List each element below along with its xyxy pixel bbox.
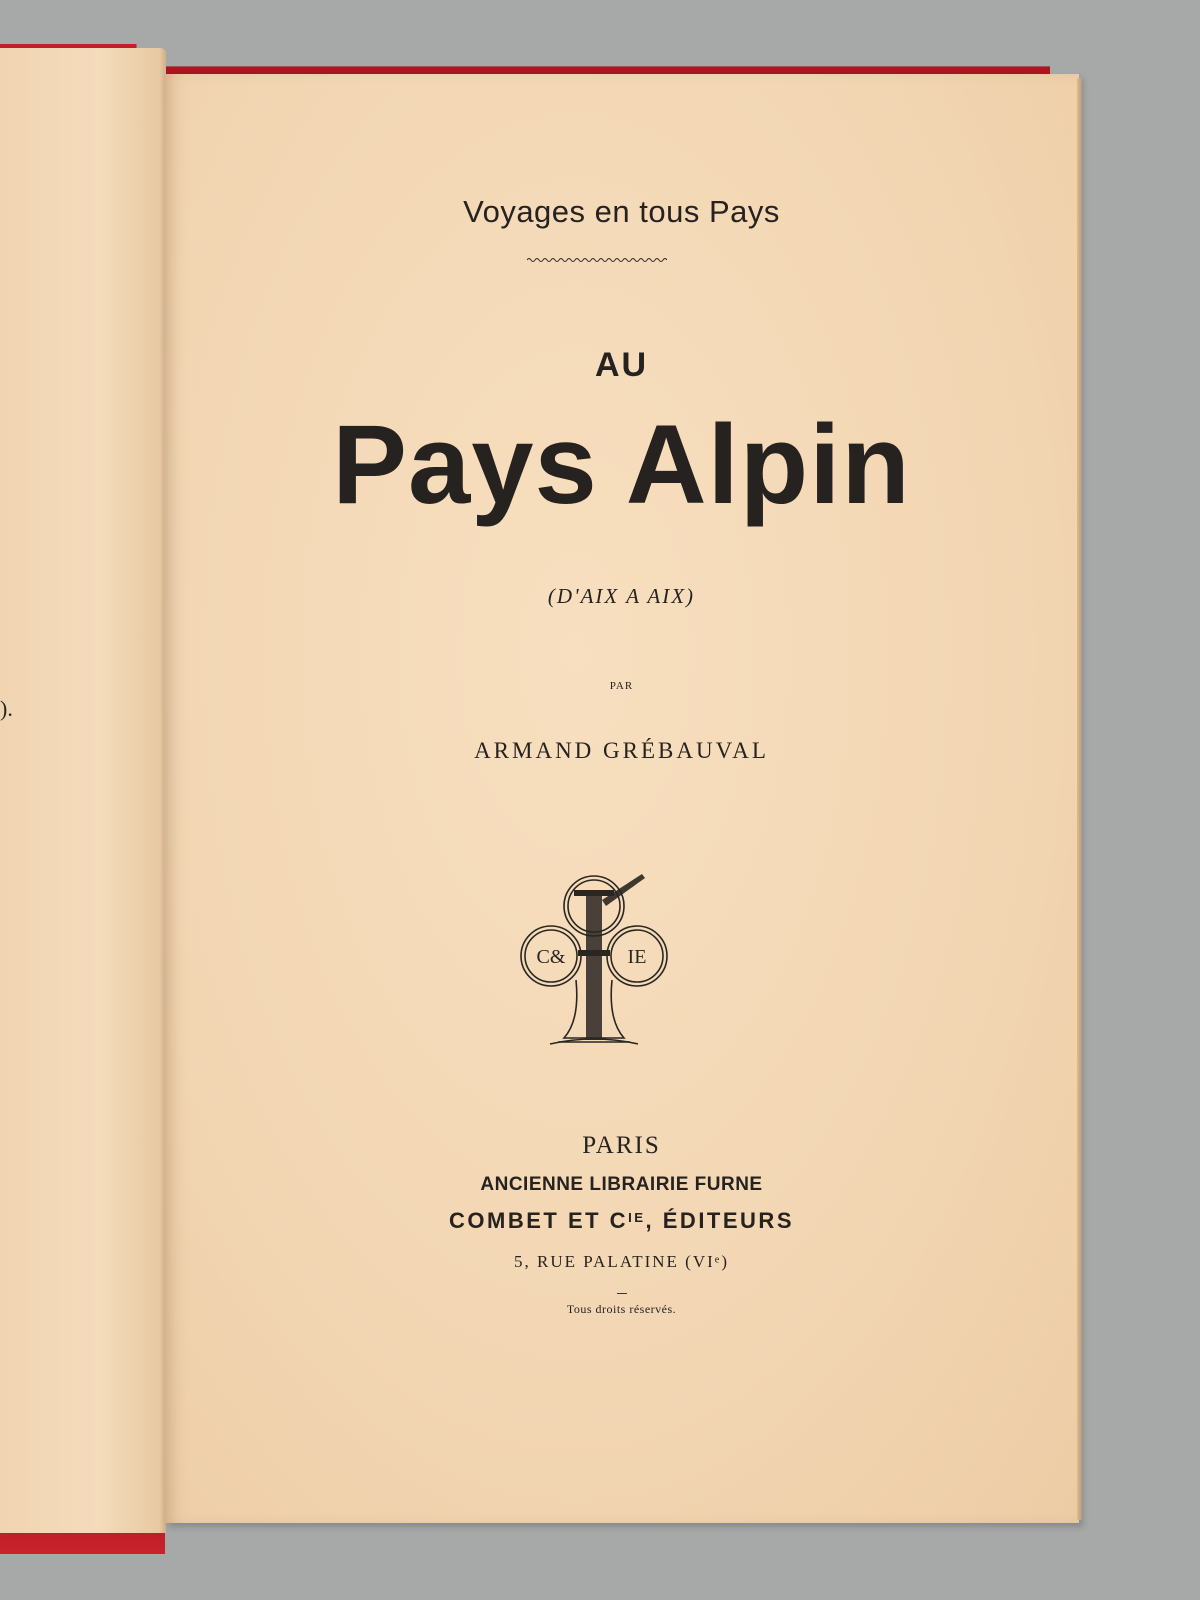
logo-letters-right: IE [627,946,647,968]
imprint-bookshop: ANCIENNE LIBRAIRIE FURNE [480,1174,763,1195]
page-title: Pays Alpin [332,402,911,527]
imprint-address [164,1252,1079,1272]
author-name: ARMAND GRÉBAUVAL [474,738,769,763]
address-superscript: e [714,1254,722,1266]
address-main: 5, RUE PALATINE (VI [514,1252,715,1271]
address-close: ) [721,1252,729,1271]
publisher-rest: , ÉDITEURS [645,1208,794,1233]
subtitle: (D'AIX A AIX) [547,584,696,608]
rights-notice: Tous droits réservés. [566,1302,677,1316]
page-edge [1077,78,1082,1520]
publisher-name: COMBET ET C [449,1208,629,1233]
logo-letters-left: C& [536,946,566,968]
series-title: Voyages en tous Pays [463,194,780,229]
left-page [0,48,166,1533]
left-page-mark: ). [0,696,13,721]
title-prefix: AU [594,346,649,384]
short-rule [617,1293,627,1294]
imprint-publisher [164,1208,1079,1234]
publisher-logo [514,860,674,1060]
imprint-city: PARIS [582,1132,661,1159]
by-label: PAR [609,680,634,692]
publisher-superscript: IE [628,1210,646,1225]
wavy-rule [527,256,667,264]
title-page [164,74,1079,1523]
